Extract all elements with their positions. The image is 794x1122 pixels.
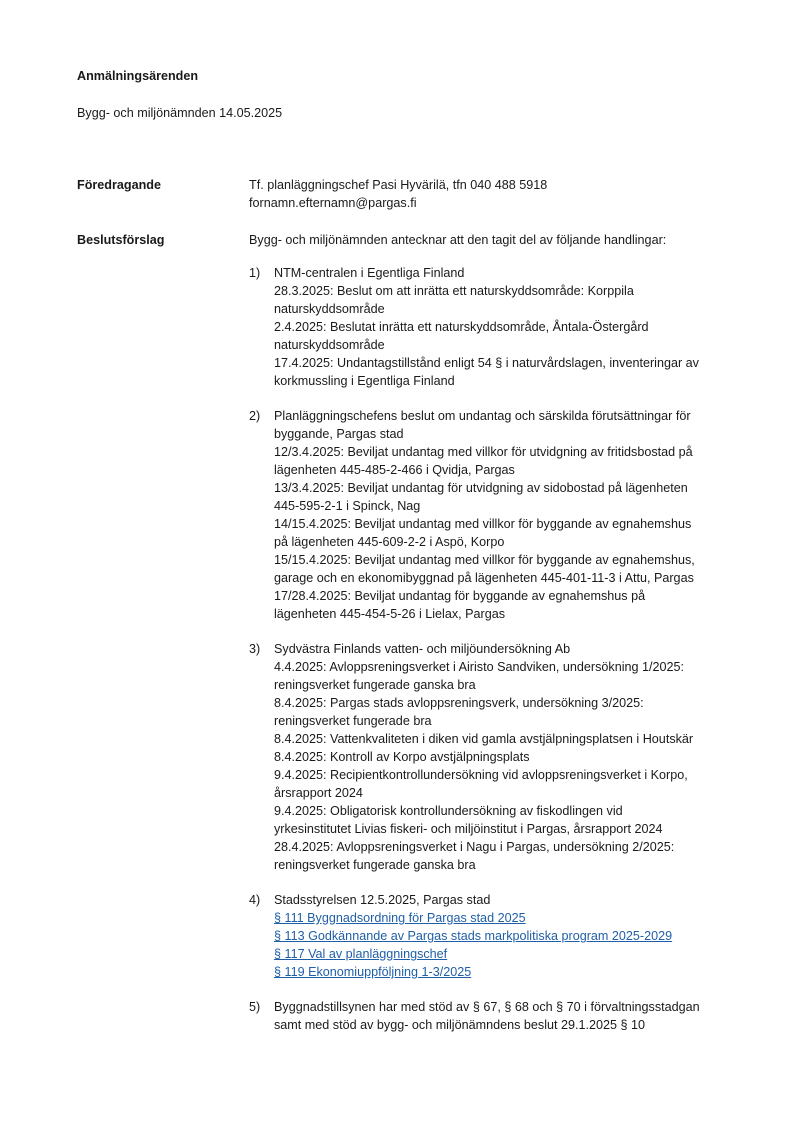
item-line: samt med stöd av bygg- och miljönämndens beslut 29.1.2025 § 10 [274, 1018, 646, 1032]
item-number: 1) [249, 266, 261, 280]
item-line: korkmussling i Egentliga Finland [274, 374, 455, 388]
proposal-intro: Bygg- och miljönämnden antecknar att den tagit del av följande handlingar: [249, 233, 667, 247]
item-line: 8.4.2025: Vattenkvaliteten i diken vid gamla avstjälpningsplatsen i Houtskär [274, 732, 694, 746]
item-number: 3) [249, 642, 261, 656]
item-line: 14/15.4.2025: Beviljat undantag med villkor för byggande av egnahemshus [274, 517, 692, 531]
item-number: 5) [249, 1000, 261, 1014]
item-line: lägenheten 445-485-2-466 i Qvidja, Pargas [274, 463, 515, 477]
item-line: NTM-centralen i Egentliga Finland [274, 266, 465, 280]
item-line: 17.4.2025: Undantagstillstånd enligt 54 § i naturvårdslagen, inventeringar av [274, 356, 699, 370]
presenter-name: Tf. planläggningschef Pasi Hyvärilä, tfn 040 488 5918 [249, 178, 548, 192]
item-body [274, 407, 744, 623]
item-number: 4) [249, 893, 261, 907]
item-line: på lägenheten 445-609-2-2 i Aspö, Korpo [274, 535, 505, 549]
item-line: 17/28.4.2025: Beviljat undantag för byggande av egnahemshus på [274, 589, 646, 603]
link-paragraph-113[interactable]: § 113 Godkännande av Pargas stads markpolitiska program 2025-2029 [274, 929, 673, 943]
item-line: 13/3.4.2025: Beviljat undantag för utvidgning av sidobostad på lägenheten [274, 481, 688, 495]
item-line: 8.4.2025: Pargas stads avloppsreningsverk, undersökning 3/2025: [274, 696, 644, 710]
item-line: naturskyddsområde [274, 302, 385, 316]
item-line: 9.4.2025: Obligatorisk kontrollundersökning av fiskodlingen vid [274, 804, 623, 818]
item-line: reningsverket fungerade ganska bra [274, 678, 476, 692]
item-line: yrkesinstitutet Livias fiskeri- och miljöinstitut i Pargas, årsrapport 2024 [274, 822, 663, 836]
item-line: 8.4.2025: Kontroll av Korpo avstjälpningsplats [274, 750, 530, 764]
item-line: årsrapport 2024 [274, 786, 363, 800]
item-line: Stadsstyrelsen 12.5.2025, Pargas stad [274, 893, 491, 907]
item-line: byggande, Pargas stad [274, 427, 404, 441]
item-body [274, 891, 744, 981]
item-line: reningsverket fungerade bra [274, 714, 432, 728]
presenter-email: fornamn.efternamn@pargas.fi [249, 196, 417, 210]
item-line: 9.4.2025: Recipientkontrollundersökning vid avloppsreningsverket i Korpo, [274, 768, 688, 782]
item-line: Byggnadstillsynen har med stöd av § 67, § 68 och § 70 i förvaltningsstadgan [274, 1000, 700, 1014]
presenter-label: Föredragande [77, 178, 161, 192]
link-paragraph-111[interactable]: § 111 Byggnadsordning för Pargas stad 2025 [274, 911, 526, 925]
item-line: 2.4.2025: Beslutat inrätta ett naturskyddsområde, Åntala-Östergård [274, 320, 649, 334]
item-line: 445-595-2-1 i Spinck, Nag [274, 499, 421, 513]
item-line: lägenheten 445-454-5-26 i Lielax, Pargas [274, 607, 506, 621]
proposal-label: Beslutsförslag [77, 233, 165, 247]
item-body [274, 264, 744, 390]
item-line: 4.4.2025: Avloppsreningsverket i Airisto Sandviken, undersökning 1/2025: [274, 660, 685, 674]
item-line: reningsverket fungerade ganska bra [274, 858, 476, 872]
item-line: 15/15.4.2025: Beviljat undantag med villkor för byggande av egnahemshus, [274, 553, 695, 567]
link-paragraph-117[interactable]: § 117 Val av planläggningschef [274, 947, 448, 961]
meeting-title: Bygg- och miljönämnden 14.05.2025 [77, 106, 283, 120]
item-body [274, 640, 744, 874]
item-line: naturskyddsområde [274, 338, 385, 352]
item-line: Sydvästra Finlands vatten- och miljöundersökning Ab [274, 642, 571, 656]
item-line: 28.3.2025: Beslut om att inrätta ett naturskyddsområde: Korppila [274, 284, 634, 298]
item-line: 12/3.4.2025: Beviljat undantag med villkor för utvidgning av fritidsbostad på [274, 445, 693, 459]
item-body [274, 998, 744, 1034]
presenter-info [249, 176, 749, 212]
document-heading: Anmälningsärenden [77, 69, 199, 83]
link-paragraph-119[interactable]: § 119 Ekonomiuppföljning 1-3/2025 [274, 965, 472, 979]
item-line: garage och en ekonomibyggnad på lägenheten 445-401-11-3 i Attu, Pargas [274, 571, 694, 585]
item-number: 2) [249, 409, 261, 423]
item-line: Planläggningschefens beslut om undantag och särskilda förutsättningar för [274, 409, 691, 423]
item-line: 28.4.2025: Avloppsreningsverket i Nagu i Pargas, undersökning 2/2025: [274, 840, 675, 854]
